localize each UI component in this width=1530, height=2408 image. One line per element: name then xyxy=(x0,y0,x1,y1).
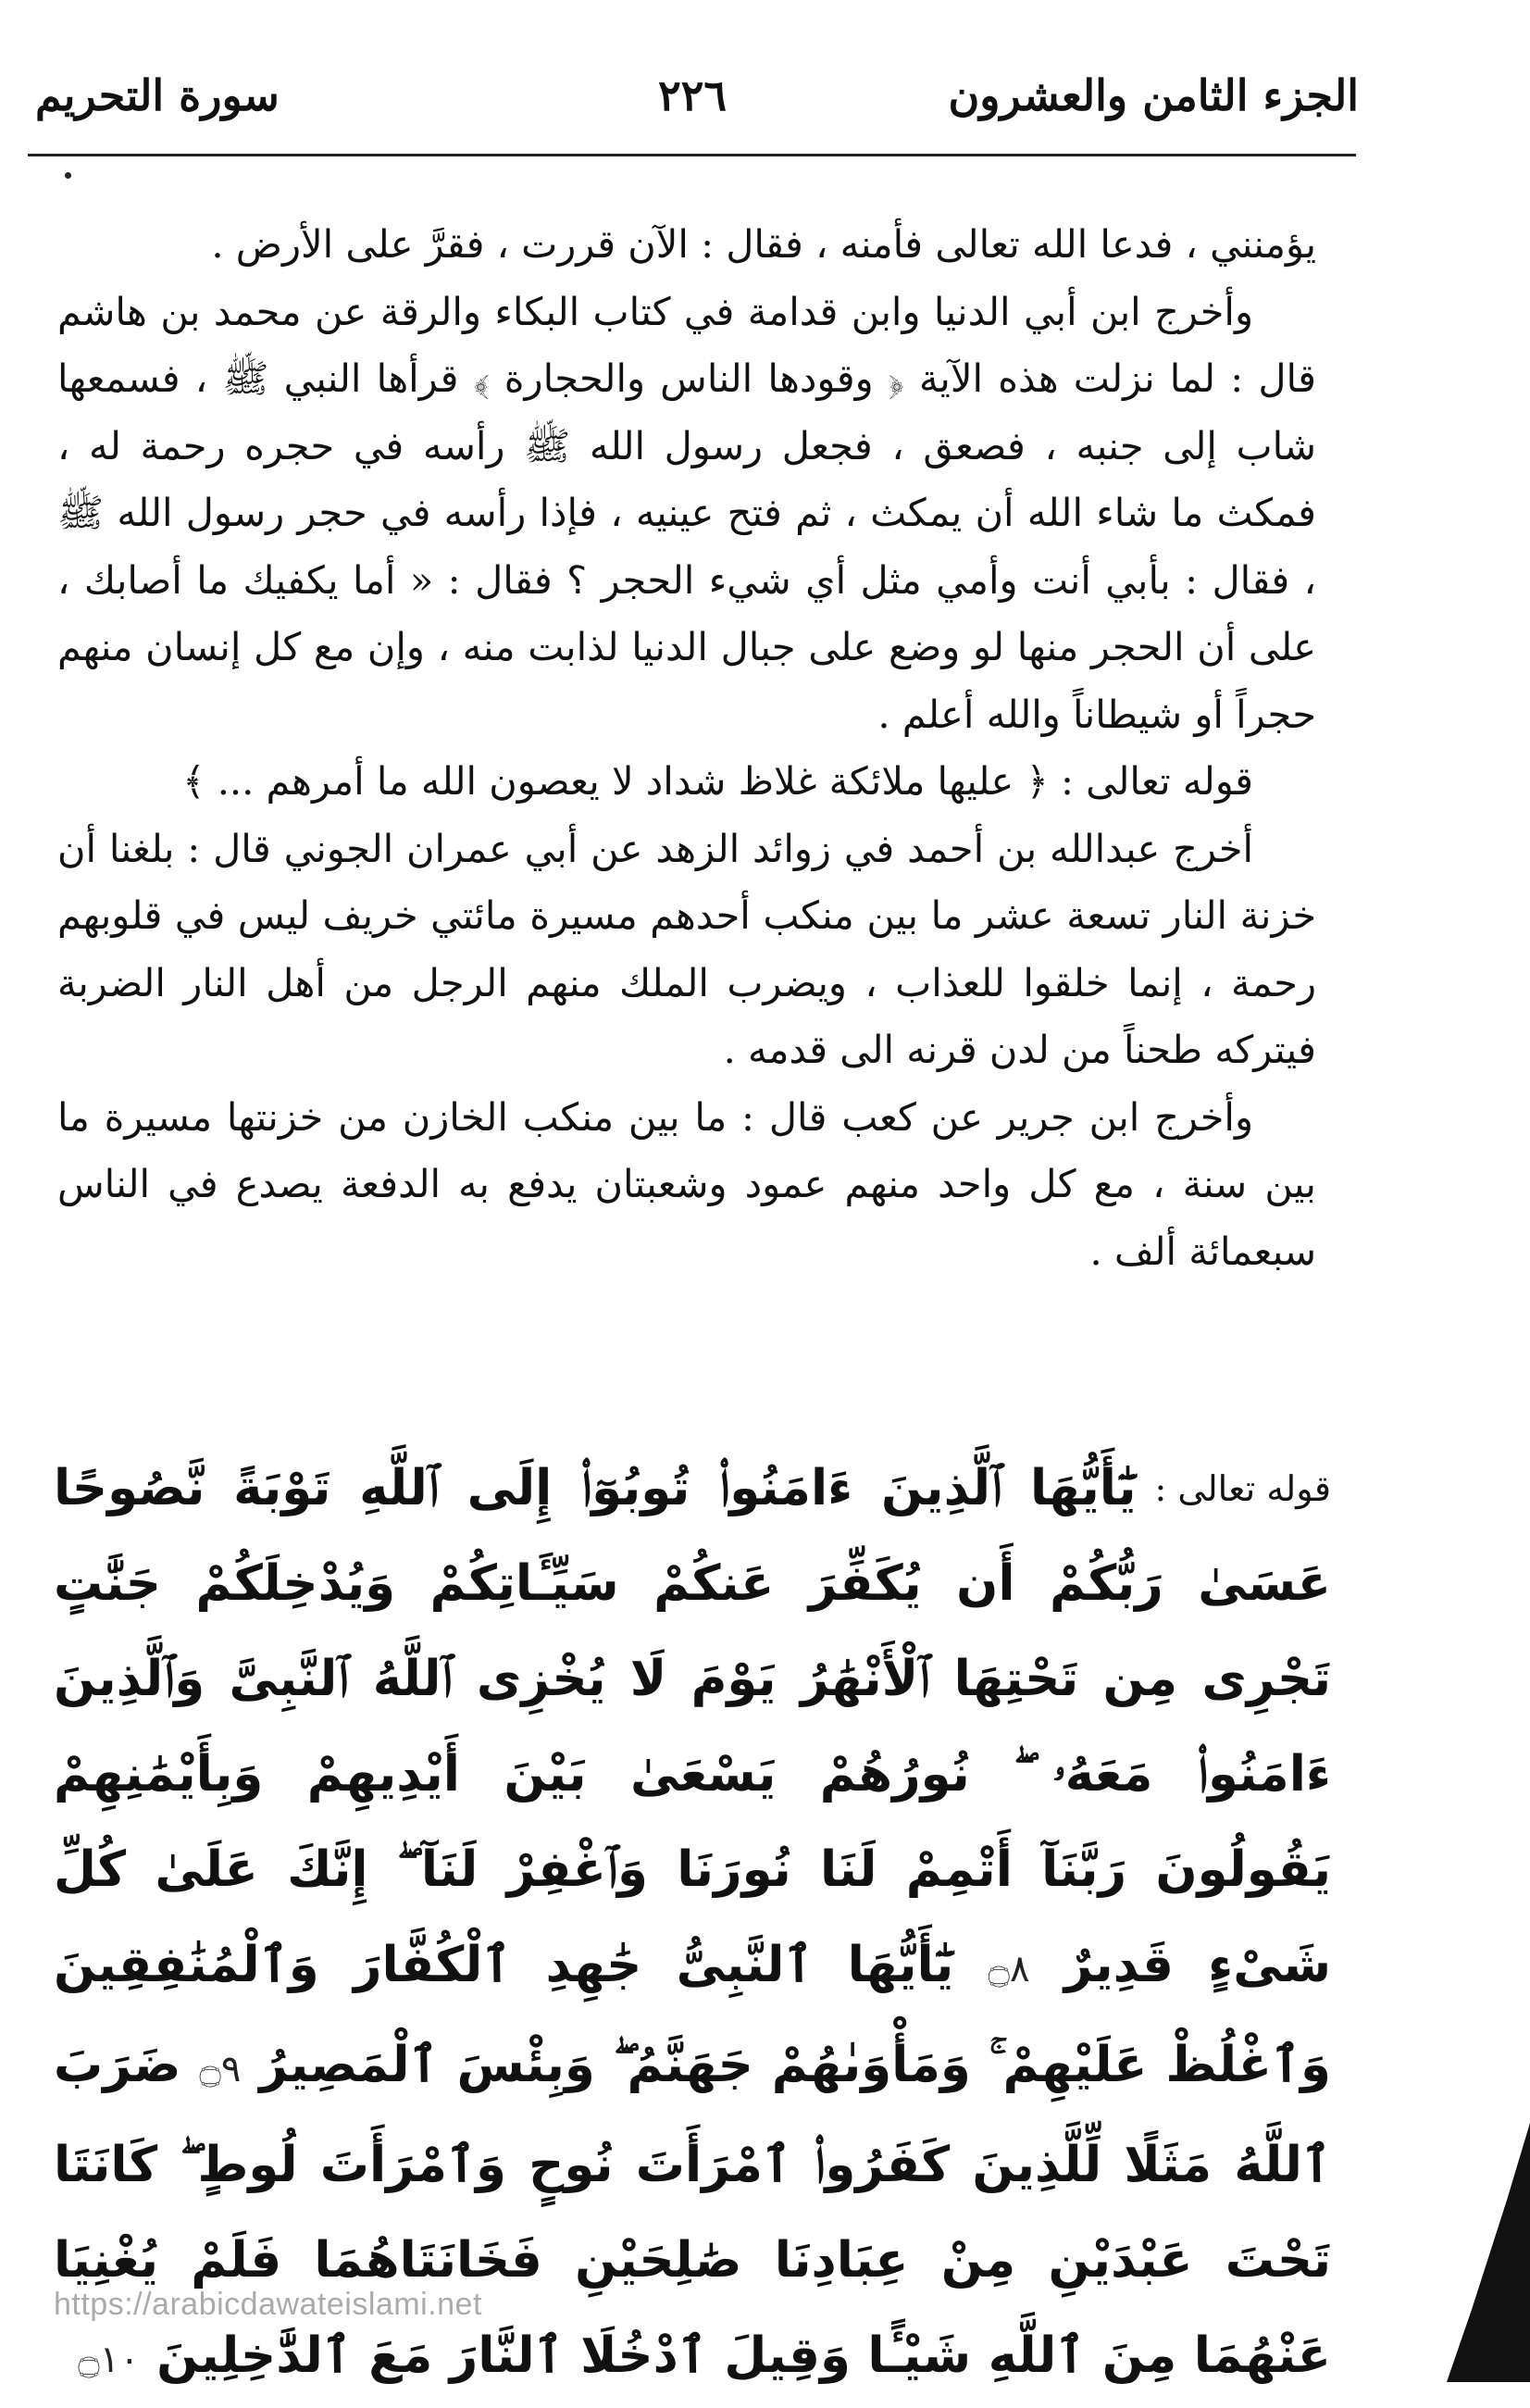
paragraph: أخرج عبدالله بن أحمد في زوائد الزهد عن أبي عمران الجوني قال : بلغنا أن خزنة النار تسعة عشر ما بين منكب أحدهم مسيرة مائتي خريف ليس في قلوبهم رحمة ، إنما خلقوا للعذاب ، ويضرب الملك منهم الرجل من أهل النار الضربة فيتركه طحناً من لدن قرنه الى قدمه . xyxy=(57,825,1316,1072)
surah-title: سورة التحريم xyxy=(35,70,280,120)
quran-text xyxy=(54,1441,1331,2408)
ayah-end-icon: ۝٨ xyxy=(988,1948,1030,1990)
ayah-end-icon: ۝٩ xyxy=(199,2048,242,2090)
verse-10: ضَرَبَ ٱللَّهُ مَثَلًا لِّلَّذِينَ كَفَرُوا۟ ٱمْرَأَتَ نُوحٍ وَٱمْرَأَتَ لُوطٍ ۖ كَانَتَا تَحْتَ عَبْدَيْنِ مِنْ عِبَادِنَا صَٰلِحَيْنِ فَخَانَتَاهُمَا فَلَمْ يُغْنِيَا عَنْهُمَا مِنَ ٱللَّهِ شَيْـًٔا وَقِيلَ ٱدْخُلَا ٱلنَّارَ مَعَ ٱلدَّٰخِلِينَ xyxy=(54,2037,1331,2384)
verse-intro: قوله تعالى : xyxy=(1154,1468,1331,1509)
page-header xyxy=(26,67,1359,156)
paragraph: وأخرج ابن أبي الدنيا وابن قدامة في كتاب البكاء والرقة عن محمد بن هاشم قال : لما نزلت هذه الآية ﴿ وقودها الناس والحجارة ﴾ قرأها النبي ﷺ ، فسمعها شاب إلى جنبه ، فصعق ، فجعل رسول الله ﷺ رأسه في حجره رحمة له ، فمكث ما شاء الله أن يمكث ، ثم فتح عينيه ، فإذا رأسه في حجر رسول الله ﷺ ، فقال : بأبي أنت وأمي مثل أي شيء الحجر ؟ فقال : « أما يكفيك ما أصابك ، على أن الحجر منها لو وضع على جبال الدنيا لذابت منه ، وإن مع كل إنسان منهم حجراً أو شيطاناً والله أعلم . xyxy=(57,288,1316,737)
verse-9: يَٰٓأَيُّهَا ٱلنَّبِىُّ جَٰهِدِ ٱلْكُفَّارَ وَٱلْمُنَٰفِقِينَ وَٱغْلُظْ عَلَيْهِمْ ۚ وَمَأْوَىٰهُمْ جَهَنَّمُ ۖ وَبِئْسَ ٱلْمَصِيرُ xyxy=(54,1937,1331,2093)
verse-8: يَٰٓأَيُّهَا ٱلَّذِينَ ءَامَنُوا۟ تُوبُوٓا۟ إِلَى ٱللَّهِ تَوْبَةً نَّصُوحًا عَسَىٰ رَبُّكُمْ أَن يُكَفِّرَ عَنكُمْ سَيِّـَٔاتِكُمْ وَيُدْخِلَكُمْ جَنَّٰتٍ تَجْرِى مِن تَحْتِهَا ٱلْأَنْهَٰرُ يَوْمَ لَا يُخْزِى ٱللَّهُ ٱلنَّبِىَّ وَٱلَّذِينَ ءَامَنُوا۟ مَعَهُۥ ۖ نُورُهُمْ يَسْعَىٰ بَيْنَ أَيْدِيهِمْ وَبِأَيْمَٰنِهِمْ يَقُولُونَ رَبَّنَآ أَتْمِمْ لَنَا نُورَنَا وَٱغْفِرْ لَنَآ ۖ إِنَّكَ عَلَىٰ كُلِّ شَىْءٍ قَدِيرٌ xyxy=(54,1460,1332,1993)
paragraph: يؤمنني ، فدعا الله تعالى فأمنه ، فقال : الآن قررت ، فقرَّ على الأرض . xyxy=(211,221,1316,267)
paragraph: قوله تعالى : ﴿ عليها ملائكة غلاظ شداد لا يعصون الله ما أمرهم ... ﴾ xyxy=(182,758,1253,804)
quran-verses xyxy=(54,1441,1331,2408)
commentary-text xyxy=(57,211,1316,1285)
watermark: https://arabicdawateislami.net xyxy=(54,2287,482,2322)
juz-title: الجزء الثامن والعشرون xyxy=(948,70,1359,120)
print-speck xyxy=(65,172,71,179)
page-corner-shadow xyxy=(1447,2123,1530,2382)
ayah-end-icon: ۝١٠ xyxy=(78,2339,140,2381)
header-rule xyxy=(28,154,1356,156)
paragraph: وأخرج ابن جرير عن كعب قال : ما بين منكب الخازن من خزنتها مسيرة ما بين سنة ، مع كل واحد منهم عمود وشعبتان يدفع به الدفعة يصدع في الناس سبعمائة ألف . xyxy=(57,1093,1316,1274)
page-number: ٢٢٦ xyxy=(657,70,728,120)
